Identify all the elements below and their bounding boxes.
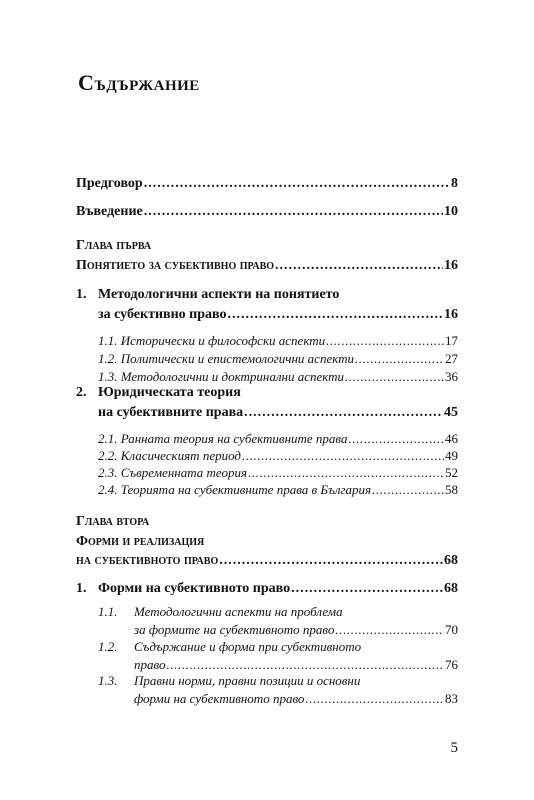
toc-entry-1-3[interactable] bbox=[98, 369, 458, 385]
toc-entry-page: 27 bbox=[445, 351, 458, 366]
toc-leader-dots bbox=[227, 307, 443, 323]
toc-entry-title: Правни норми, правни позиции и основни bbox=[134, 673, 361, 688]
toc-leader-dots bbox=[248, 465, 444, 481]
toc-entry-title: 2.2. Класическият период bbox=[98, 448, 241, 463]
section-number: 2. bbox=[76, 385, 87, 400]
toc-entry-page: 70 bbox=[445, 622, 458, 637]
toc-entry-c2-1-1-line1[interactable] bbox=[98, 604, 458, 620]
toc-entry-title: Понятието за субективно право bbox=[76, 258, 275, 273]
toc-entry-page: 17 bbox=[445, 333, 458, 348]
toc-leader-dots bbox=[144, 204, 443, 220]
toc-entry-c2-1-2[interactable] bbox=[134, 657, 458, 673]
toc-entry-title: 2.1. Ранната теория на субективните права bbox=[98, 431, 348, 446]
toc-entry-title: 1.1. Исторически и философски аспекти bbox=[98, 333, 326, 348]
toc-entry-c2-1-2-line1[interactable] bbox=[98, 639, 458, 655]
toc-entry-page: 83 bbox=[445, 691, 458, 706]
toc-entry-2-2[interactable] bbox=[98, 448, 458, 464]
chapter-1-label: Глава първа bbox=[76, 238, 152, 253]
toc-entry-title: Юридическата теория bbox=[98, 385, 241, 400]
toc-entry-2-4[interactable] bbox=[98, 482, 458, 498]
toc-leader-dots bbox=[305, 691, 444, 707]
toc-leader-dots bbox=[335, 622, 444, 638]
toc-entry-title: форми на субективното право bbox=[134, 691, 305, 706]
toc-leader-dots bbox=[219, 553, 443, 569]
toc-entry-page: 8 bbox=[451, 176, 458, 191]
toc-entry-title: 1.2. Политически и епистемологични аспекти bbox=[98, 351, 355, 366]
toc-entry-page: 68 bbox=[444, 553, 458, 568]
page-number: 5 bbox=[450, 740, 458, 756]
table-of-contents bbox=[76, 0, 458, 800]
toc-entry-c2-1-1[interactable] bbox=[134, 622, 458, 638]
toc-entry-introduction[interactable] bbox=[76, 204, 458, 220]
toc-entry-section-1-1[interactable] bbox=[98, 307, 458, 323]
toc-leader-dots bbox=[291, 581, 443, 597]
toc-entry-chapter-1[interactable] bbox=[76, 258, 458, 274]
toc-entry-title: Предговор bbox=[76, 176, 143, 191]
section-number: 1. bbox=[76, 581, 87, 596]
toc-entry-title: Методологични аспекти на понятието bbox=[98, 287, 340, 302]
toc-entry-title: на субективното право bbox=[76, 553, 219, 568]
toc-entry-title: Форми на субективното право bbox=[98, 581, 291, 596]
toc-entry-title: 2.4. Теорията на субективните права в България bbox=[98, 482, 372, 497]
toc-entry-c2-1-3[interactable] bbox=[134, 691, 458, 707]
chapter-2-title-line1: Форми и реализация bbox=[76, 534, 205, 549]
toc-entry-c2-1-3-line1[interactable] bbox=[98, 673, 458, 689]
toc-entry-title: за формите на субективното право bbox=[134, 622, 335, 637]
toc-entry-page: 16 bbox=[444, 307, 458, 322]
toc-entry-page: 49 bbox=[445, 448, 458, 463]
toc-section-1-2-line1[interactable] bbox=[76, 385, 458, 401]
toc-entry-1-2[interactable] bbox=[98, 351, 458, 367]
toc-entry-title: на субективните права bbox=[98, 405, 244, 420]
toc-entry-2-3[interactable] bbox=[98, 465, 458, 481]
subsection-number: 1.3. bbox=[98, 673, 118, 688]
toc-leader-dots bbox=[166, 657, 444, 673]
toc-entry-title: Методологични аспекти на проблема bbox=[134, 604, 343, 619]
toc-leader-dots bbox=[144, 176, 450, 192]
toc-entry-title: 2.3. Съвременната теория bbox=[98, 465, 248, 480]
toc-entry-page: 10 bbox=[444, 204, 458, 219]
toc-leader-dots bbox=[348, 431, 444, 447]
toc-entry-page: 46 bbox=[445, 431, 458, 446]
toc-entry-2-1[interactable] bbox=[98, 431, 458, 447]
toc-entry-page: 68 bbox=[444, 581, 458, 596]
toc-leader-dots bbox=[275, 258, 443, 274]
subsection-number: 1.2. bbox=[98, 639, 118, 654]
toc-entry-page: 45 bbox=[444, 405, 458, 420]
subsection-number: 1.1. bbox=[98, 604, 118, 619]
toc-entry-page: 52 bbox=[445, 465, 458, 480]
toc-entry-chapter-2[interactable] bbox=[76, 553, 458, 569]
toc-entry-section-1-2[interactable] bbox=[98, 405, 458, 421]
toc-entry-page: 58 bbox=[445, 482, 458, 497]
toc-entry-section-2-1[interactable] bbox=[76, 581, 458, 597]
toc-leader-dots bbox=[242, 448, 444, 464]
toc-entry-page: 36 bbox=[445, 369, 458, 384]
toc-entry-page: 16 bbox=[444, 258, 458, 273]
toc-leader-dots bbox=[244, 405, 443, 421]
section-number: 1. bbox=[76, 287, 87, 302]
toc-entry-preface[interactable] bbox=[76, 176, 458, 192]
toc-leader-dots bbox=[326, 333, 444, 349]
toc-entry-title: право bbox=[134, 657, 166, 672]
toc-leader-dots bbox=[355, 351, 444, 367]
toc-section-1-1-line1[interactable] bbox=[76, 287, 458, 303]
chapter-2-label: Глава втора bbox=[76, 514, 150, 529]
toc-leader-dots bbox=[345, 369, 444, 385]
toc-entry-page: 76 bbox=[445, 657, 458, 672]
toc-entry-title: Съдържание и форма при субективното bbox=[134, 639, 362, 654]
toc-leader-dots bbox=[372, 482, 444, 498]
toc-entry-title: 1.3. Методологични и доктринални аспекти bbox=[98, 369, 345, 384]
page-title: Съдържание bbox=[78, 70, 200, 95]
toc-entry-title: за субективно право bbox=[98, 307, 227, 322]
toc-entry-title: Въведение bbox=[76, 204, 143, 219]
toc-entry-1-1[interactable] bbox=[98, 333, 458, 349]
